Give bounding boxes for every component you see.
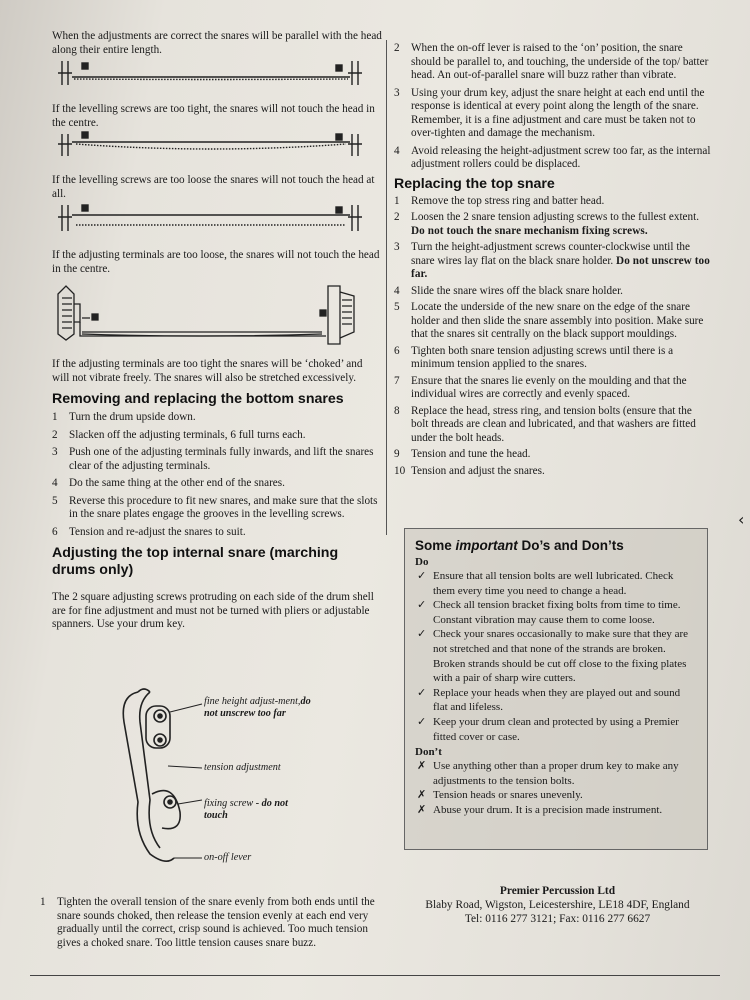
check-icon: ✓: [417, 569, 427, 582]
cross-icon: ✗: [417, 802, 427, 816]
cross-icon: ✗: [417, 788, 427, 802]
do-label: Do: [415, 556, 429, 568]
list-item: 4 Avoid releasing the height-adjustment screw too far, as the internal adjustment rollers could be displaced.: [394, 144, 711, 170]
company-phones: Tel: 0116 277 3121; Fax: 0116 277 6627: [464, 913, 651, 925]
list-item: 3 Turn the height-adjustment screws counter-clockwise until the snare wires lay flat on the black snare holder. Do not unscrew too far.: [394, 241, 710, 280]
internal-step-1: 1 Tighten the overall tension of the snare evenly from both ends until the snare sounds choked, then release the tension evenly at each end very gradually until the correct, crisp sound is achieved. Too much tension gives a choked snare. Too little tension causes snare buzz.: [40, 896, 375, 949]
list-item: 2 When the on-off lever is raised to the ‘on’ position, the snare should be parallel to, and touching, the underside of the top/ batter head. An out-of-parallel snare will buzz rather than vibrate.: [394, 42, 709, 81]
caption-correct: When the adjustments are correct the snares will be parallel with the head along their entire length.: [52, 30, 382, 56]
donts-list: [415, 759, 697, 817]
list-item: 3 Push one of the adjusting terminals fully inwards, and lift the snares clear of the adjusting terminals.: [52, 446, 374, 472]
list-item: 6 Tension and re-adjust the snares to suit.: [52, 525, 246, 538]
top-snare-steps: [394, 195, 712, 479]
snare-levelling-loose-diagram: [52, 201, 372, 237]
snare-parallel-diagram: [52, 57, 372, 89]
caption-terminals-loose: If the adjusting terminals are too loose, the snares will not touch the head in the centre.: [52, 249, 380, 275]
dont-label: Don’t: [415, 746, 442, 759]
list-item: ✓ Replace your heads when they are played out and sound flat and lifeless.: [417, 685, 681, 714]
snare-terminals-diagram: [52, 276, 382, 352]
list-item: 6 Tighten both snare tension adjusting screws until there is a minimum tension applied to the snares.: [394, 344, 674, 370]
list-item: 3 Using your drum key, adjust the snare height at each end until the response is identical at every point along the length of the snare. Remember, it is a fine adjustment and care must be taken not to over-tighten and damage the mechanism.: [394, 86, 705, 139]
page-edge-mark-icon: ‹: [738, 510, 745, 529]
company-name: Premier Percussion Ltd: [499, 885, 616, 897]
check-icon: ✓: [417, 685, 427, 699]
list-item: 1 Remove the top stress ring and batter head.: [394, 194, 605, 207]
label-tension-adjustment: tension adjustment: [204, 762, 281, 773]
caption-levelling-loose: If the levelling screws are too loose the snares will not touch the head at all.: [52, 174, 375, 200]
heading-internal-snare: Adjusting the top internal snare (marching drums only): [52, 545, 339, 578]
list-item: ✓ Keep your drum clean and protected by using a Premier fitted cover or case.: [417, 714, 679, 743]
list-item: 4 Slide the snare wires off the black snare holder.: [394, 284, 623, 297]
list-item: ✗ Tension heads or snares unevenly.: [417, 788, 583, 802]
dos-list: [415, 569, 697, 744]
label-fixing-screw: fixing screw - do not touch: [204, 798, 288, 821]
check-icon: ✓: [417, 598, 427, 612]
check-icon: ✓: [417, 627, 427, 641]
internal-snare-steps: [394, 42, 712, 172]
check-icon: ✓: [417, 714, 427, 728]
list-item: ✗ Abuse your drum. It is a precision made instrument.: [417, 802, 663, 816]
list-item: 2 Loosen the 2 snare tension adjusting screws to the fullest extent. Do not touch the snare mechanism fixing screws.: [394, 211, 700, 237]
caption-levelling-tight: If the levelling screws are too tight, the snares will not touch the head in the centre.: [52, 103, 375, 129]
list-item: 7 Ensure that the snares lie evenly on the moulding and that the individual wires are correctly and evenly spaced.: [394, 374, 687, 400]
internal-snare-diagram: [110, 682, 380, 872]
dos-donts-heading: Some important Do’s and Don’ts: [415, 538, 624, 553]
right-column: [394, 42, 712, 478]
internal-snare-intro: The 2 square adjusting screws protruding on each side of the drum shell are for fine adjustment and must not be turned with pliers or adjustable spanners. Use your drum key.: [52, 591, 374, 630]
list-item: 10 Tension and adjust the snares.: [394, 464, 545, 477]
left-column: [52, 28, 382, 632]
label-on-off-lever: on-off lever: [204, 852, 252, 863]
dos-donts-box: [404, 528, 708, 850]
list-item: 5 Locate the underside of the new snare on the edge of the snare holder and then slide the snare assembly into position. Make sure that the snares sit centrally on the black support mouldings.: [394, 301, 704, 340]
company-contact: [405, 884, 710, 926]
bottom-snares-steps: [52, 411, 382, 539]
list-item: ✓ Check all tension bracket fixing bolts from time to time. Constant vibration may cause them to come loose.: [417, 598, 681, 626]
heading-bottom-snares: Removing and replacing the bottom snares: [52, 391, 344, 407]
list-item: ✗ Use anything other than a proper drum key to make any adjustments to the tension bolts.: [417, 759, 679, 787]
list-item: ✓ Ensure that all tension bolts are well lubricated. Check them every time you need to change a head.: [417, 569, 674, 597]
column-divider: [386, 40, 387, 535]
list-item: 1 Turn the drum upside down.: [52, 411, 196, 423]
cross-icon: ✗: [417, 759, 427, 773]
list-item: ✓ Check your snares occasionally to make sure that they are not stretched and that none of the strands are broken. Broken strands should be cut off close to the fixing plates with a pair of sharp wire cutters.: [417, 627, 689, 685]
list-item: 8 Replace the head, stress ring, and tension bolts (ensure that the bolt threads are clean and lubricated, and that washers are fitted under the bolt heads.: [394, 404, 696, 444]
label-fine-height: fine height adjust-ment,do not unscrew too far: [204, 696, 311, 719]
heading-top-snare: Replacing the top snare: [394, 175, 555, 192]
caption-terminals-tight: If the adjusting terminals are too tight the snares will be ‘choked’ and will not vibrate freely. The snares will also be stretched excessively.: [52, 358, 363, 384]
list-item: 2 Slacken off the adjusting terminals, 6 full turns each.: [52, 428, 306, 441]
list-item: 5 Reverse this procedure to fit new snares, and make sure that the slots in the snare plates engage the grooves in the levelling screws.: [52, 494, 378, 520]
bottom-rule: [30, 975, 720, 976]
snare-levelling-tight-diagram: [52, 130, 372, 160]
company-address: Blaby Road, Wigston, Leicestershire, LE18 4DF, England: [425, 899, 690, 911]
list-item: 4 Do the same thing at the other end of the snares.: [52, 477, 285, 489]
list-item: 9 Tension and tune the head.: [394, 448, 531, 460]
